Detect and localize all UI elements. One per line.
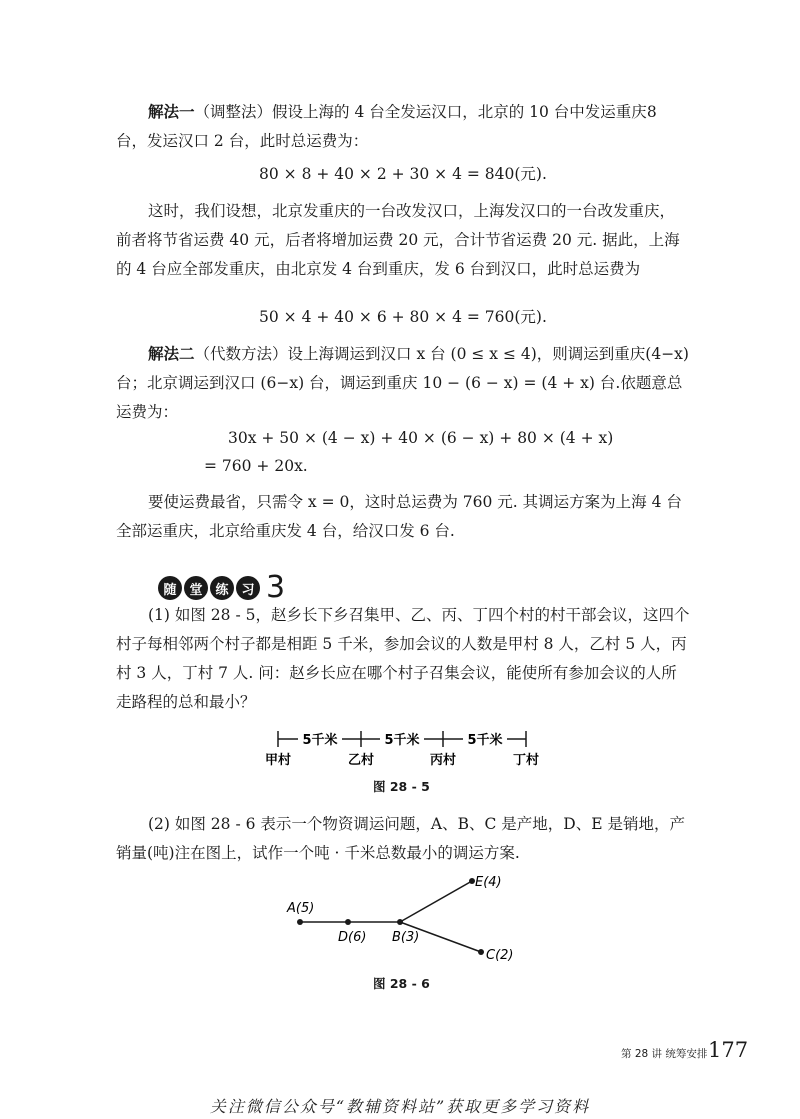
method2-line2: (4−x) 台；北京调运到汉口 (6−x) 台，调运到重庆 10 − (6 − x) = (4 + x) 台. (116, 345, 689, 392)
fig6-label-e: E(4) (475, 875, 502, 890)
fig6-node-c (478, 949, 484, 955)
exercise-question-2: (2) 如图 28 - 6 表示一个物资调运问题，A、B、C 是产地，D、E 是销地，产销量(吨)注在图上，试作一个吨 · 千米总数最小的调运方案. (116, 815, 685, 862)
exercise-question-1: (1) 如图 28 - 5，赵乡长下乡召集甲、乙、丙、丁四个村的村干部会议，这四个村子每相邻两个村子都是相距 5 千米，参加会议的人数是甲村 8 人，乙村 5 人，丙村 3 人，丁村 7 人. 问：赵乡长应在哪个村子召集会议，能使所有参加会议的人所走路程的总和最小？ (116, 606, 690, 711)
method1-label: 解法一 (148, 103, 195, 121)
method1-equation: 80 × 8 + 40 × 2 + 30 × 4 = 840(元). (259, 165, 547, 183)
fig5-village-2: 乙村 (347, 753, 375, 768)
method1-line2: 8 台，发运汉口 2 台，此时总运费为： (116, 103, 657, 150)
method1-line1: （调整法）假设上海的 4 台全发运汉口，北京的 10 台中发运重庆 (194, 103, 647, 121)
heading-char-4: 习 (236, 576, 260, 600)
method2-conclusion: 要使运费最省，只需令 x = 0，这时总运费为 760 元. 其调运方案为上海 4 台全部运重庆，北京给重庆发 4 台，给汉口发 6 台. (116, 493, 682, 540)
fig5-village-3: 丙村 (429, 753, 457, 768)
fig6-label-c: C(2) (486, 948, 514, 963)
fig6-node-d (345, 919, 351, 925)
heading-char-2: 堂 (184, 576, 208, 600)
method2-line1: （代数方法）设上海调运到汉口 x 台 (0 ≤ x ≤ 4)，则调运到重庆 (194, 345, 646, 363)
fig6-edge-b-e (400, 881, 472, 922)
footer-lesson: 第 28 讲 统筹安排 (621, 1048, 708, 1060)
heading-char-3: 练 (210, 576, 234, 600)
fig6-label-d: D(6) (338, 930, 367, 945)
method2-equation-1: 30x + 50 × (4 − x) + 40 × (6 − x) + 80 × (4 + x) (228, 429, 614, 447)
fig5-village-4: 丁村 (512, 753, 540, 768)
fig5-village-1: 甲村 (264, 753, 292, 768)
heading-number: 3 (266, 570, 286, 605)
fig5-segment-label-1: 5千米 (302, 733, 338, 748)
method1-equation-2: 50 × 4 + 40 × 6 + 80 × 4 = 760(元). (259, 308, 547, 326)
fig6-node-a (297, 919, 303, 925)
fig5-segment-label-2: 5千米 (384, 733, 420, 748)
fig5-segment-label-3: 5千米 (467, 733, 503, 748)
method2-equation-2: = 760 + 20x. (204, 457, 308, 475)
fig6-node-b (397, 919, 403, 925)
fig6-label-b: B(3) (392, 930, 420, 945)
method2-label: 解法二 (148, 345, 195, 363)
heading-char-1: 随 (158, 576, 182, 600)
page-number: 177 (708, 1038, 749, 1062)
method1-reasoning: 这时，我们设想，北京发重庆的一台改发汉口，上海发汉口的一台改发重庆，前者将节省运费 40 元，后者将增加运费 20 元，合计节省运费 20 元. 据此，上海的 4 台应全部发重庆，由北京发 4 台到重庆，发 6 台到汉口，此时总运费为 (116, 202, 680, 278)
watermark-text: 关注微信公众号“教辅资料站”获取更多学习资料 (209, 1097, 591, 1116)
figure-28-5-caption: 图 28 - 5 (373, 779, 430, 794)
method2-line3: 依题意总运费为： (116, 374, 683, 421)
figure-28-6-caption: 图 28 - 6 (373, 976, 430, 991)
fig6-label-a: A(5) (287, 901, 315, 916)
